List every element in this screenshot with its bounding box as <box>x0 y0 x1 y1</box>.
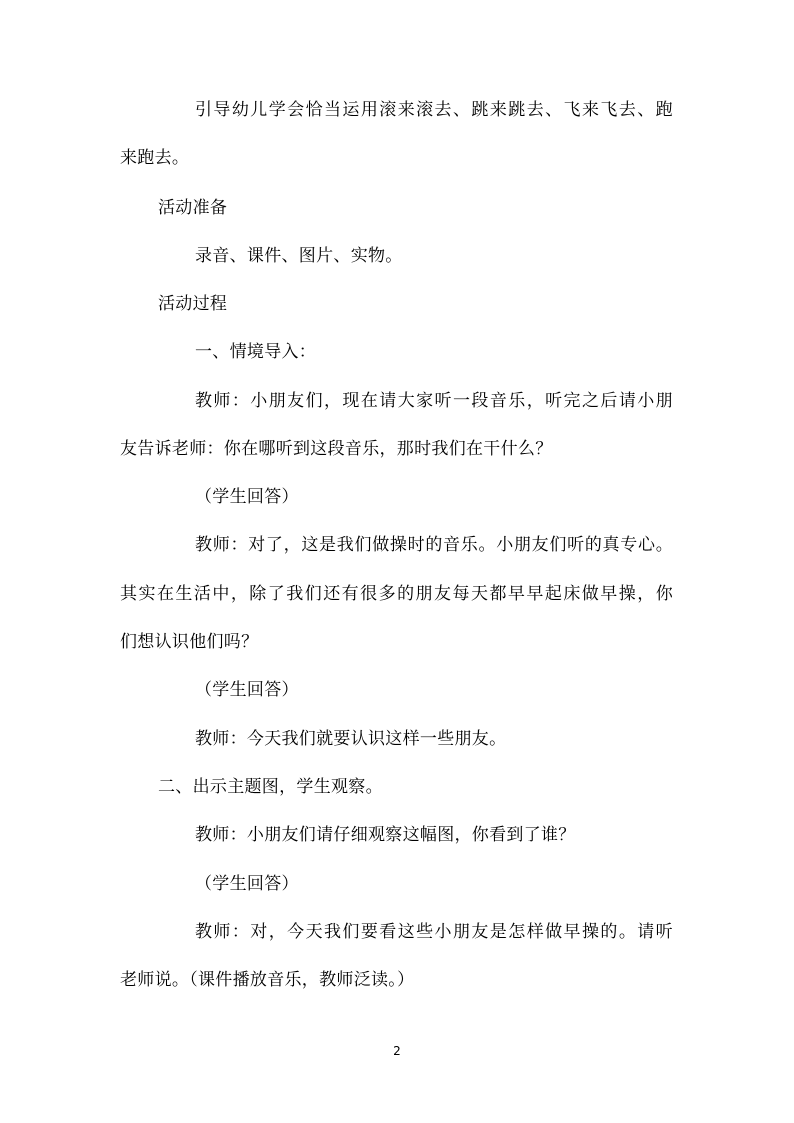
paragraph-line: 教师：今天我们就要认识这样一些朋友。 <box>195 729 507 749</box>
section-heading: 活动准备 <box>158 198 228 218</box>
paragraph-line: 录音、课件、图片、实物。 <box>195 246 403 266</box>
page-number: 2 <box>393 1044 401 1058</box>
student-answer-note: （学生回答） <box>195 874 299 894</box>
paragraph-line: 教师：小朋友们，现在请大家听一段音乐，听完之后请小朋 <box>195 391 673 411</box>
paragraph-line: 引导幼儿学会恰当运用滚来滚去、跳来跳去、飞来飞去、跑 <box>195 100 673 120</box>
paragraph-line: 老师说。（课件播放音乐，教师泛读。） <box>120 970 415 990</box>
paragraph-line: 们想认识他们吗？ <box>120 632 259 652</box>
paragraph-line: 其实在生活中，除了我们还有很多的朋友每天都早早起床做早操，你 <box>120 584 673 604</box>
paragraph-line: 来跑去。 <box>120 148 190 168</box>
subsection-heading: 二、出示主题图，学生观察。 <box>158 777 383 797</box>
section-heading: 活动过程 <box>158 294 228 314</box>
paragraph-line: 教师：小朋友们请仔细观察这幅图，你看到了谁？ <box>195 825 576 845</box>
student-answer-note: （学生回答） <box>195 680 299 700</box>
paragraph-line: 友告诉老师：你在哪听到这段音乐，那时我们在干什么？ <box>120 439 553 459</box>
student-answer-note: （学生回答） <box>195 487 299 507</box>
subsection-heading: 一、情境导入： <box>195 342 317 362</box>
paragraph-line: 教师：对了，这是我们做操时的音乐。小朋友们听的真专心。 <box>195 535 673 555</box>
paragraph-line: 教师：对，今天我们要看这些小朋友是怎样做早操的。请听 <box>195 922 673 942</box>
